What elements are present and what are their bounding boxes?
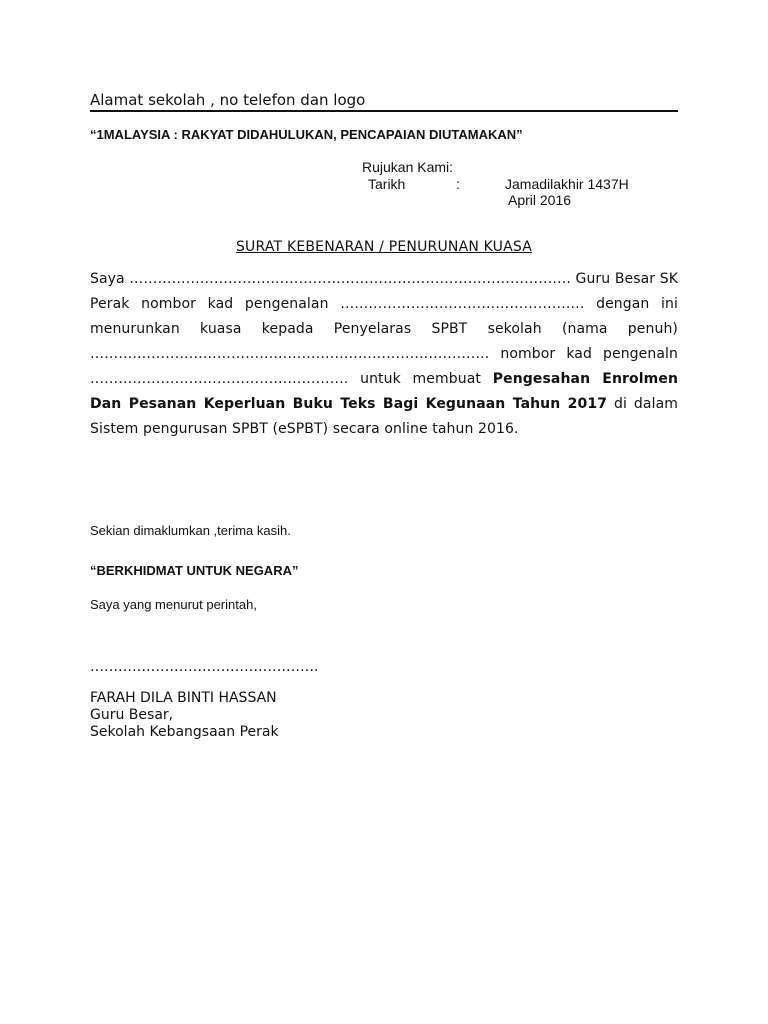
- letterhead-motto: “1MALAYSIA : RAKYAT DIDAHULUKAN, PENCAPAIAN DIUTAMAKAN”: [90, 127, 523, 142]
- reference-label: Rujukan Kami:: [362, 159, 454, 175]
- signature-line: ………………………………………….: [90, 659, 319, 675]
- body-text-part1: Saya …………………………………………………………………………………. Guru Besar SK Perak nombor kad pengenalan ……………………………………………. dengan ini menurunkan kuasa kepada Penyelaras SPBT sekolah (nama penuh) …………………………………………………………………………. nombor kad pengenaln ………………………………………………. untuk membuat: [90, 271, 678, 387]
- date-colon: :: [456, 176, 460, 192]
- signatory-name: FARAH DILA BINTI HASSAN: [90, 690, 277, 706]
- closing-obedient: Saya yang menurut perintah,: [90, 597, 257, 612]
- signatory-position: Guru Besar,: [90, 707, 174, 723]
- closing-thanks: Sekian dimaklumkan ,terima kasih.: [90, 523, 291, 538]
- date-label: Tarikh: [368, 176, 406, 192]
- body-text-part2: di dalam Sistem pengurusan SPBT (eSPBT) secara online tahun 2016.: [90, 396, 678, 437]
- closing-slogan: “BERKHIDMAT UNTUK NEGARA”: [90, 563, 299, 578]
- signatory-school: Sekolah Kebangsaan Perak: [90, 724, 279, 740]
- letter-title: SURAT KEBENARAN / PENURUNAN KUASA: [235, 239, 533, 255]
- header-divider: [90, 110, 678, 112]
- letter-body: [90, 267, 678, 442]
- date-gregorian: April 2016: [508, 192, 572, 208]
- date-hijri: Jamadilakhir 1437H: [505, 176, 629, 192]
- letterhead-address: Alamat sekolah , no telefon dan logo: [90, 91, 366, 109]
- body-text-bold: Pengesahan Enrolmen Dan Pesanan Keperluan Buku Teks Bagi Kegunaan Tahun 2017: [90, 371, 679, 412]
